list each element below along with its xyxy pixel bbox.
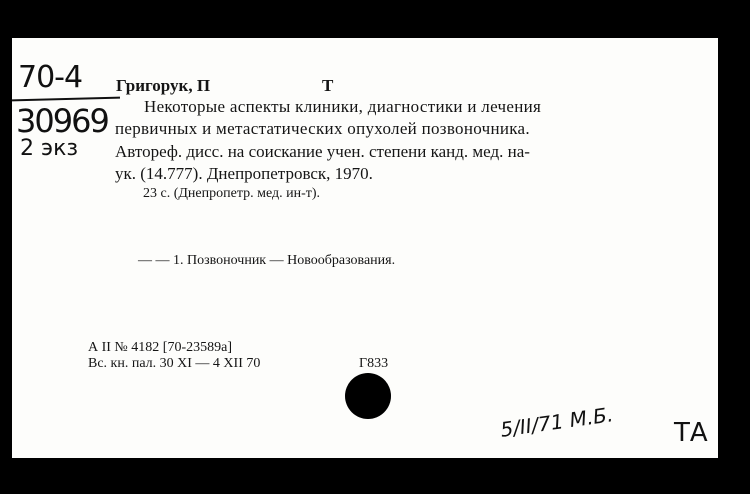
catalog-card: [12, 38, 718, 458]
author-extra: Т: [322, 76, 334, 95]
signature: 5/ІІ/71 М.Б.: [498, 402, 615, 442]
shelf-code-underline: [12, 97, 120, 102]
initials: ТА: [674, 418, 708, 448]
collation: 23 с. (Днепропетр. мед. ин-т).: [143, 186, 321, 201]
accession-number: 30969: [16, 102, 108, 140]
title-line-1: Некоторые аспекты клиники, диагностики и лечения: [144, 97, 542, 116]
subject-heading: — — 1. Позвоночник — Новообразования.: [138, 253, 396, 268]
footer-code: Г833: [359, 356, 389, 371]
copies-note: 2 экз: [20, 136, 79, 161]
title-line-2: первичных и метастатических опухолей позвоночника.: [115, 119, 530, 138]
footer-line-2: Вс. кн. пал. 30 XI — 4 XII 70: [88, 356, 261, 371]
footer-line-1: А II № 4182 [70-23589а]: [88, 340, 232, 355]
title-line-4: ук. (14.777). Днепропетровск, 1970.: [115, 164, 373, 183]
author-name: Григорук, П: [116, 76, 211, 95]
shelf-code: 70-4: [18, 60, 83, 95]
title-line-3: Автореф. дисс. на соискание учен. степени канд. мед. на-: [115, 142, 530, 161]
punch-hole: [345, 373, 391, 419]
